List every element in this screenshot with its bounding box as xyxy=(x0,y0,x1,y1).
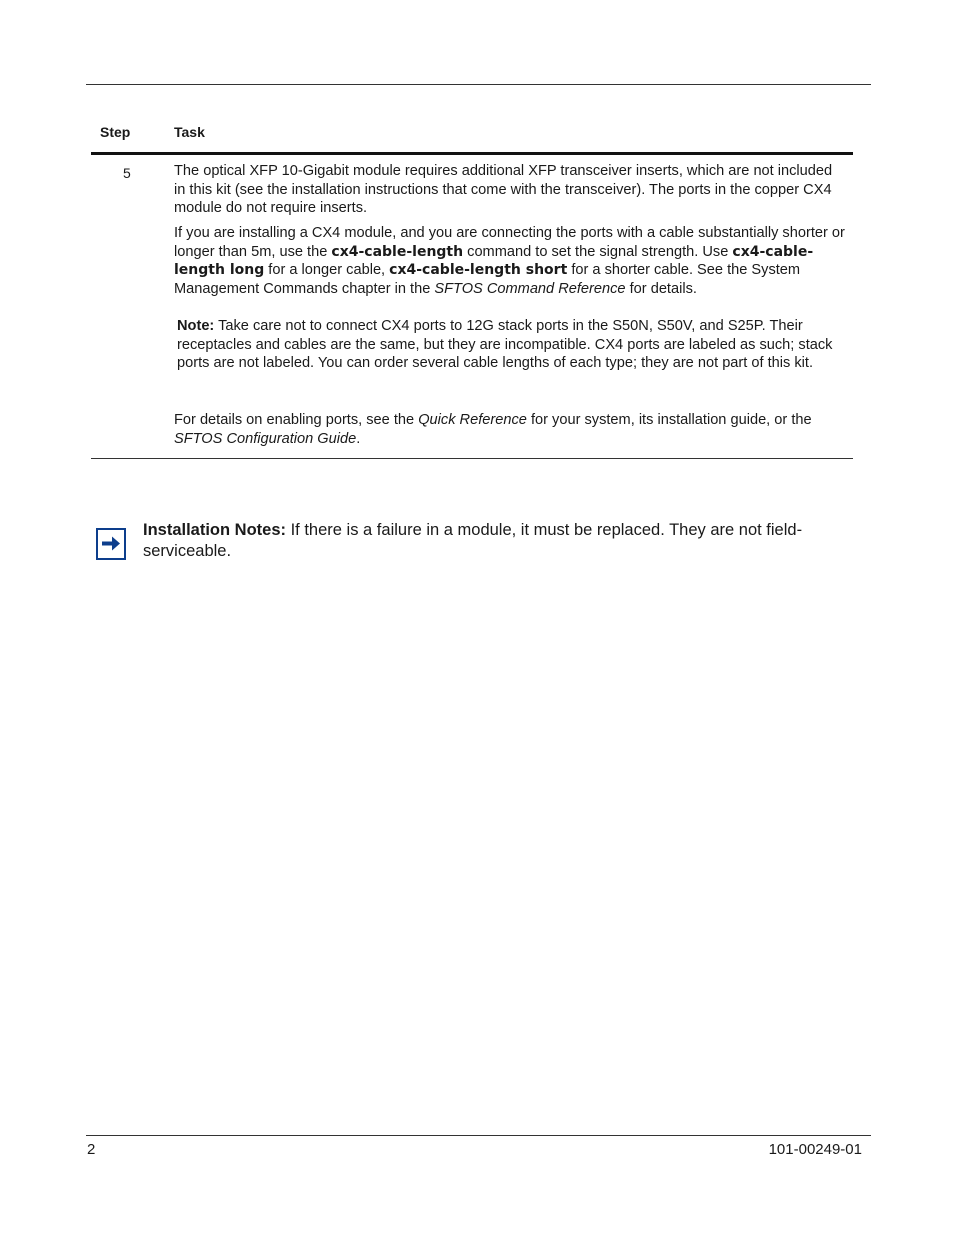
task-paragraph-enabling-ports xyxy=(174,411,846,448)
text-span: command to set the signal strength. Use xyxy=(463,243,733,260)
text-span: for a longer cable, xyxy=(264,262,390,279)
installation-note-text: If there is a failure in a module, it must be replaced. They are not field-serviceable. xyxy=(143,521,803,560)
installation-note-label: Installation Notes: xyxy=(143,521,287,539)
note-paragraph xyxy=(177,317,847,373)
page-number: 2 xyxy=(87,1141,96,1158)
header-rule xyxy=(86,84,871,85)
command-cx4-cable-length-long: cx4-cable-length long xyxy=(174,243,814,279)
text-span: for your system, its installation guide, or the xyxy=(526,412,812,428)
table-header-step: Step xyxy=(100,124,131,140)
text-span: for a shorter cable. See the System Management Commands chapter in the xyxy=(174,262,801,298)
arrow-right-icon xyxy=(96,528,126,560)
note-label: Note: xyxy=(177,318,215,334)
table-header-task: Task xyxy=(174,124,205,140)
reference-title: SFTOS Configuration Guide xyxy=(174,430,357,447)
step-number: 5 xyxy=(123,165,131,181)
task-paragraph-cx4 xyxy=(174,224,846,299)
table-header-rule xyxy=(91,152,853,155)
document-number: 101-00249-01 xyxy=(768,1141,862,1158)
text-span: for details. xyxy=(625,281,697,298)
command-cx4-cable-length-short: cx4-cable-length short xyxy=(389,262,568,279)
reference-title: Quick Reference xyxy=(418,412,527,428)
command-cx4-cable-length: cx4-cable-length xyxy=(331,243,464,260)
reference-title: SFTOS Command Reference xyxy=(434,281,626,298)
note-text: Take care not to connect CX4 ports to 12G stack ports in the S50N, S50V, and S25P. Their receptacles and cables are the same, but they are incompatible. CX4 ports are labeled as such; stack ports are not labeled. You can order several cable lengths of each type; they are not part of this kit. xyxy=(177,318,833,372)
table-bottom-rule xyxy=(91,458,853,459)
text-span: . xyxy=(356,430,361,447)
installation-note xyxy=(143,520,843,562)
text-span: For details on enabling ports, see the xyxy=(174,412,419,428)
text-span: If you are installing a CX4 module, and you are connecting the ports with a cable substantially shorter or longer than 5m, use the xyxy=(174,225,845,260)
footer-rule xyxy=(86,1135,871,1136)
task-paragraph-xfp: The optical XFP 10-Gigabit module requires additional XFP transceiver inserts, which are not included in this kit (see the installation instructions that come with the transceiver). The ports in the copper CX4 module do not require inserts. xyxy=(174,163,833,217)
